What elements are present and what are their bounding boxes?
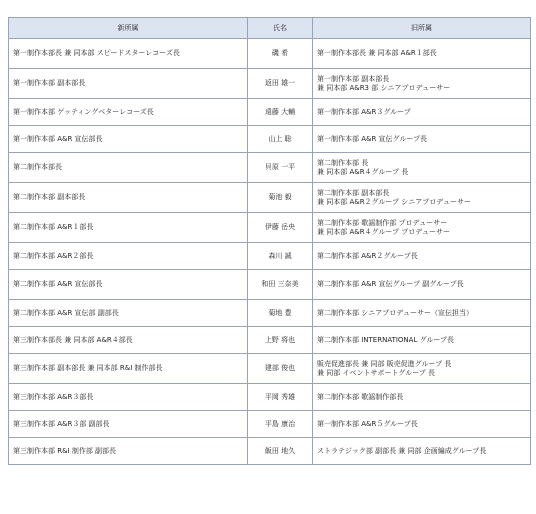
new-affiliation-cell: 第二制作本部 副本部長 bbox=[9, 183, 248, 213]
old-affiliation-cell bbox=[313, 213, 531, 243]
old-affiliation-line: 第二制作本部 シニアプロデューサー（宣伝担当） bbox=[317, 308, 474, 317]
old-affiliation-line: 第二制作本部 副本部長 bbox=[317, 188, 390, 197]
name-cell: 森川 誠 bbox=[248, 243, 313, 270]
new-affiliation-cell: 第二制作本部長 bbox=[9, 153, 248, 183]
old-affiliation-cell bbox=[313, 69, 531, 99]
header-name: 氏名 bbox=[248, 18, 313, 39]
old-affiliation-line: 第二制作本部 歌謡制作部長 bbox=[317, 392, 404, 401]
new-affiliation-cell: 第二制作本部 A&R 宣伝部長 bbox=[9, 270, 248, 300]
name-cell: 平島 康治 bbox=[248, 411, 313, 438]
old-affiliation-line: 兼 同部 イベントサポートグループ 長 bbox=[317, 368, 435, 377]
old-affiliation-cell bbox=[313, 126, 531, 153]
new-affiliation-cell: 第二制作本部 A&R１部長 bbox=[9, 213, 248, 243]
old-affiliation-cell bbox=[313, 384, 531, 411]
new-affiliation-cell: 第一制作本部長 兼 同本部 スピードスターレコーズ長 bbox=[9, 39, 248, 69]
table-row bbox=[9, 153, 531, 183]
old-affiliation-line: 兼 同本部 A&R3 部 シニアプロデューサー bbox=[317, 83, 451, 92]
table-row bbox=[9, 270, 531, 300]
header-old-affiliation: 旧所属 bbox=[313, 18, 531, 39]
old-affiliation-line: 兼 同本部 A&R４グループ プロデューサー bbox=[317, 227, 451, 236]
name-cell: 平岡 秀雄 bbox=[248, 384, 313, 411]
old-affiliation-cell bbox=[313, 153, 531, 183]
new-affiliation-cell: 第二制作本部 A&R 宣伝部 副部長 bbox=[9, 300, 248, 327]
new-affiliation-cell: 第三制作本部 R&I 制作部 副部長 bbox=[9, 438, 248, 465]
old-affiliation-cell bbox=[313, 327, 531, 354]
name-cell: 貝原 一平 bbox=[248, 153, 313, 183]
name-cell: 和田 三奈美 bbox=[248, 270, 313, 300]
old-affiliation-cell bbox=[313, 270, 531, 300]
header-row bbox=[9, 18, 531, 39]
table-row bbox=[9, 39, 531, 69]
old-affiliation-line: 第一制作本部 A&R３グループ bbox=[317, 107, 411, 116]
table-row bbox=[9, 126, 531, 153]
old-affiliation-line: 販売促進部長 兼 同部 販売促進グループ 長 bbox=[317, 359, 452, 368]
new-affiliation-cell: 第三制作本部 A&R３部長 bbox=[9, 384, 248, 411]
table-row bbox=[9, 213, 531, 243]
name-cell: 磯 希 bbox=[248, 39, 313, 69]
table-row bbox=[9, 183, 531, 213]
old-affiliation-cell bbox=[313, 99, 531, 126]
new-affiliation-cell: 第二制作本部 A&R２部長 bbox=[9, 243, 248, 270]
name-cell: 建部 俊也 bbox=[248, 354, 313, 384]
old-affiliation-cell bbox=[313, 39, 531, 69]
new-affiliation-cell: 第一制作本部 副本部長 bbox=[9, 69, 248, 99]
name-cell: 返田 雄一 bbox=[248, 69, 313, 99]
header-new-affiliation: 新所属 bbox=[9, 18, 248, 39]
old-affiliation-cell bbox=[313, 411, 531, 438]
old-affiliation-line: 第一制作本部 A&R５グループ長 bbox=[317, 419, 418, 428]
table-row bbox=[9, 300, 531, 327]
old-affiliation-cell bbox=[313, 183, 531, 213]
table-row bbox=[9, 69, 531, 99]
table-row bbox=[9, 99, 531, 126]
old-affiliation-cell bbox=[313, 243, 531, 270]
new-affiliation-cell: 第一制作本部 ゲッティングベターレコーズ長 bbox=[9, 99, 248, 126]
old-affiliation-line: ストラテジック部 副部長 兼 同部 企画編成グループ長 bbox=[317, 446, 487, 455]
old-affiliation-line: 第二制作本部 歌謡制作部 プロデューサー bbox=[317, 218, 448, 227]
old-affiliation-line: 第二制作本部 INTERNATIONAL グループ長 bbox=[317, 335, 455, 344]
new-affiliation-cell: 第一制作本部 A&R 宣伝部長 bbox=[9, 126, 248, 153]
old-affiliation-cell bbox=[313, 438, 531, 465]
name-cell: 遠藤 大輔 bbox=[248, 99, 313, 126]
table-row bbox=[9, 243, 531, 270]
table-row bbox=[9, 354, 531, 384]
name-cell: 菊地 豊 bbox=[248, 300, 313, 327]
old-affiliation-cell bbox=[313, 354, 531, 384]
table-row bbox=[9, 327, 531, 354]
old-affiliation-line: 兼 同本部 A&R４グループ 長 bbox=[317, 167, 409, 176]
name-cell: 伊藤 岳央 bbox=[248, 213, 313, 243]
old-affiliation-line: 第二制作本部 A&R２グループ長 bbox=[317, 251, 418, 260]
name-cell: 菊池 毅 bbox=[248, 183, 313, 213]
old-affiliation-line: 兼 同本部 A&R２グループ シニアプロデューサー bbox=[317, 197, 472, 206]
new-affiliation-cell: 第三制作本部 副本部長 兼 同本部 R&I 制作部長 bbox=[9, 354, 248, 384]
old-affiliation-line: 第一制作本部 副本部長 bbox=[317, 74, 390, 83]
table-row bbox=[9, 438, 531, 465]
new-affiliation-cell: 第三制作本部長 兼 同本部 A&R４部長 bbox=[9, 327, 248, 354]
old-affiliation-line: 第二制作本部 A&R 宣伝グループ 副グループ長 bbox=[317, 280, 464, 288]
old-affiliation-line: 第一制作本部 A&R 宣伝グループ長 bbox=[317, 134, 428, 143]
name-cell: 飯田 地久 bbox=[248, 438, 313, 465]
old-affiliation-line: 第二制作本部 長 bbox=[317, 158, 369, 167]
personnel-table-container bbox=[8, 17, 530, 465]
name-cell: 山上 聡 bbox=[248, 126, 313, 153]
new-affiliation-cell: 第三制作本部 A&R３部 副部長 bbox=[9, 411, 248, 438]
table-row bbox=[9, 411, 531, 438]
personnel-table bbox=[8, 17, 531, 465]
name-cell: 上野 将也 bbox=[248, 327, 313, 354]
old-affiliation-cell bbox=[313, 300, 531, 327]
old-affiliation-line: 第一制作本部長 兼 同本部 A&R１部長 bbox=[317, 49, 437, 57]
table-row bbox=[9, 384, 531, 411]
